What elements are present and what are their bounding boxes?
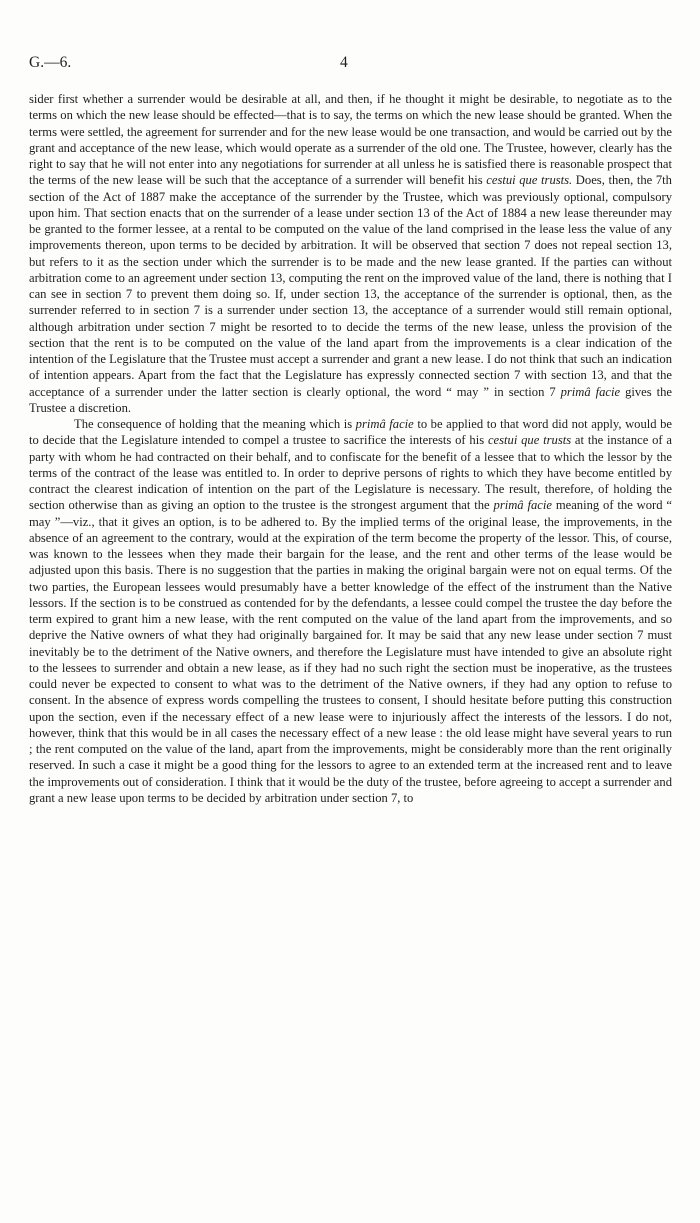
- document-reference: G.—6.: [29, 54, 72, 71]
- italic-term: primâ facie: [493, 498, 552, 513]
- paragraph-2: [29, 416, 672, 806]
- italic-term: primâ facie: [560, 384, 621, 399]
- page-header: [29, 54, 671, 76]
- text-run: at the instance of a party with whom he had contracted on their behalf, and to confiscate for the benefit of a lessee that to which the lessor by the terms of the contract of the lease was entitled to. In order to deprive persons of rights to which they have become entitled by contract the clearest indication of intention on the part of the Legislature is necessary. The result, therefore, of holding the section otherwise than as giving an option to the trustee is the strongest argument that the: [29, 433, 672, 513]
- italic-term: cestui que trusts.: [486, 173, 573, 188]
- text-run: The consequence of holding that the meaning which is: [74, 417, 356, 431]
- italic-term: primâ facie: [355, 417, 414, 431]
- text-run: gives the Trustee a discretion.: [29, 384, 672, 415]
- text-run: sider first whether a surrender would be desirable at all, and then, if he thought it might be desirable, to negotiate as to the terms on which the new lease should be effected—that is to say, the terms on which the new lease should be granted. When the terms were settled, the agreement for surrender and for the new lease would be one transaction, and would be carried out by the grant and acceptance of the new lease, which would operate as a surrender of the old one. The Trustee, however, clearly has the right to say that he will not enter into any negotiations for surrender at all unless he is satisfied there is reasonable prospect that the terms of the new lease will be such that the acceptance of a surrender will benefit his: [29, 92, 672, 188]
- body-text: [29, 91, 672, 806]
- paragraph-1: [29, 91, 672, 416]
- italic-term: cestui que trusts: [487, 433, 572, 448]
- text-run: to be applied to that word did not apply, would be to decide that the Legislature intended to compel a trustee to sacrifice the interests of his: [29, 417, 673, 448]
- text-run: Does, then, the 7th section of the Act of 1887 make the acceptance of the surrender by the Trustee, which was previously optional, compulsory upon him. That section enacts that on the surrender of a lease under section 13 of the Act of 1884 a new lease thereunder may be granted to the former lessee, at a rental to be computed on the value of the land comprised in the lease less the value of any improvements thereon, upon terms to be decided by arbitration. It will be observed that section 7 does not repeal section 13, but refers to it as the section under which the surrender is to be made and the new lease granted. If the parties can without arbitration come to an agreement under section 13, computing the rent on the improved value of the land, there is nothing that I can see in section 7 to prevent them doing so. If, under section 13, the acceptance of the surrender is optional, then, as the surrender referred to in section 7 is a surrender under section 13, the acceptance of a surrender would still remain optional, although arbitration under section 7 might be resorted to to decide the terms of the new lease, unless the provision of the section that the rent is to be computed on the value of the land apart from the improvements is a clear indication of the intention of the Legislature that the Trustee must accept a surrender and grant a new lease. I do not think that such an indication of intention appears. Apart from the fact that the Legislature has expressly connected section 7 with section 13, and that the acceptance of a surrender under the latter section is clearly optional, the word “ may ” in section 7: [29, 173, 672, 399]
- text-run: meaning of the word “ may ”—viz., that it gives an option, is to be adhered to. By the implied terms of the original lease, the improvements, in the absence of an agreement to the contrary, would at the expiration of the term become the property of the lessor. This, of course, was known to the lessees when they made their bargain for the lease, and the rent and other terms of the lease would be adjusted upon this basis. There is no suggestion that the parties in making the original bargain were not on equal terms. Of the two parties, the European lessees would presumably have a better knowledge of the effect of the instrument than the Native lessors. If the section is to be construed as contended for by the defendants, a lessee could compel the trustee the day before the term expired to grant him a new lease, with the rent computed on the value of the land apart from the improvements, and so deprive the Native owners of what they had originally bargained for. It may be said that any new lease under section 7 must inevitably be to the detriment of the Native owners, and therefore the Legislature must have intended to give an absolute right to the lessees to surrender and obtain a new lease, as if they had no such right the section must be inoperative, as the trustees could never be expected to consent to what was to the detriment of the Native owners, if they had any option to refuse to consent. In the absence of express words compelling the trustees to consent, I should hesitate before putting this construction upon the section, even if the necessary effect of a new lease were to injuriously affect the interests of the lessors. I do not, however, think that this would be in all cases the necessary effect of a new lease : the old lease might have several years to run ; the rent computed on the value of the land, apart from the improvements, might be considerably more than the rent originally reserved. In such a case it might be a good thing for the lessors to agree to an extended term at the increased rent and to leave the improvements out of consideration. I think that it would be the duty of the trustee, before agreeing to accept a surrender and grant a new lease upon terms to be decided by arbitration under section 7, to: [29, 498, 672, 805]
- page-number: 4: [340, 54, 348, 71]
